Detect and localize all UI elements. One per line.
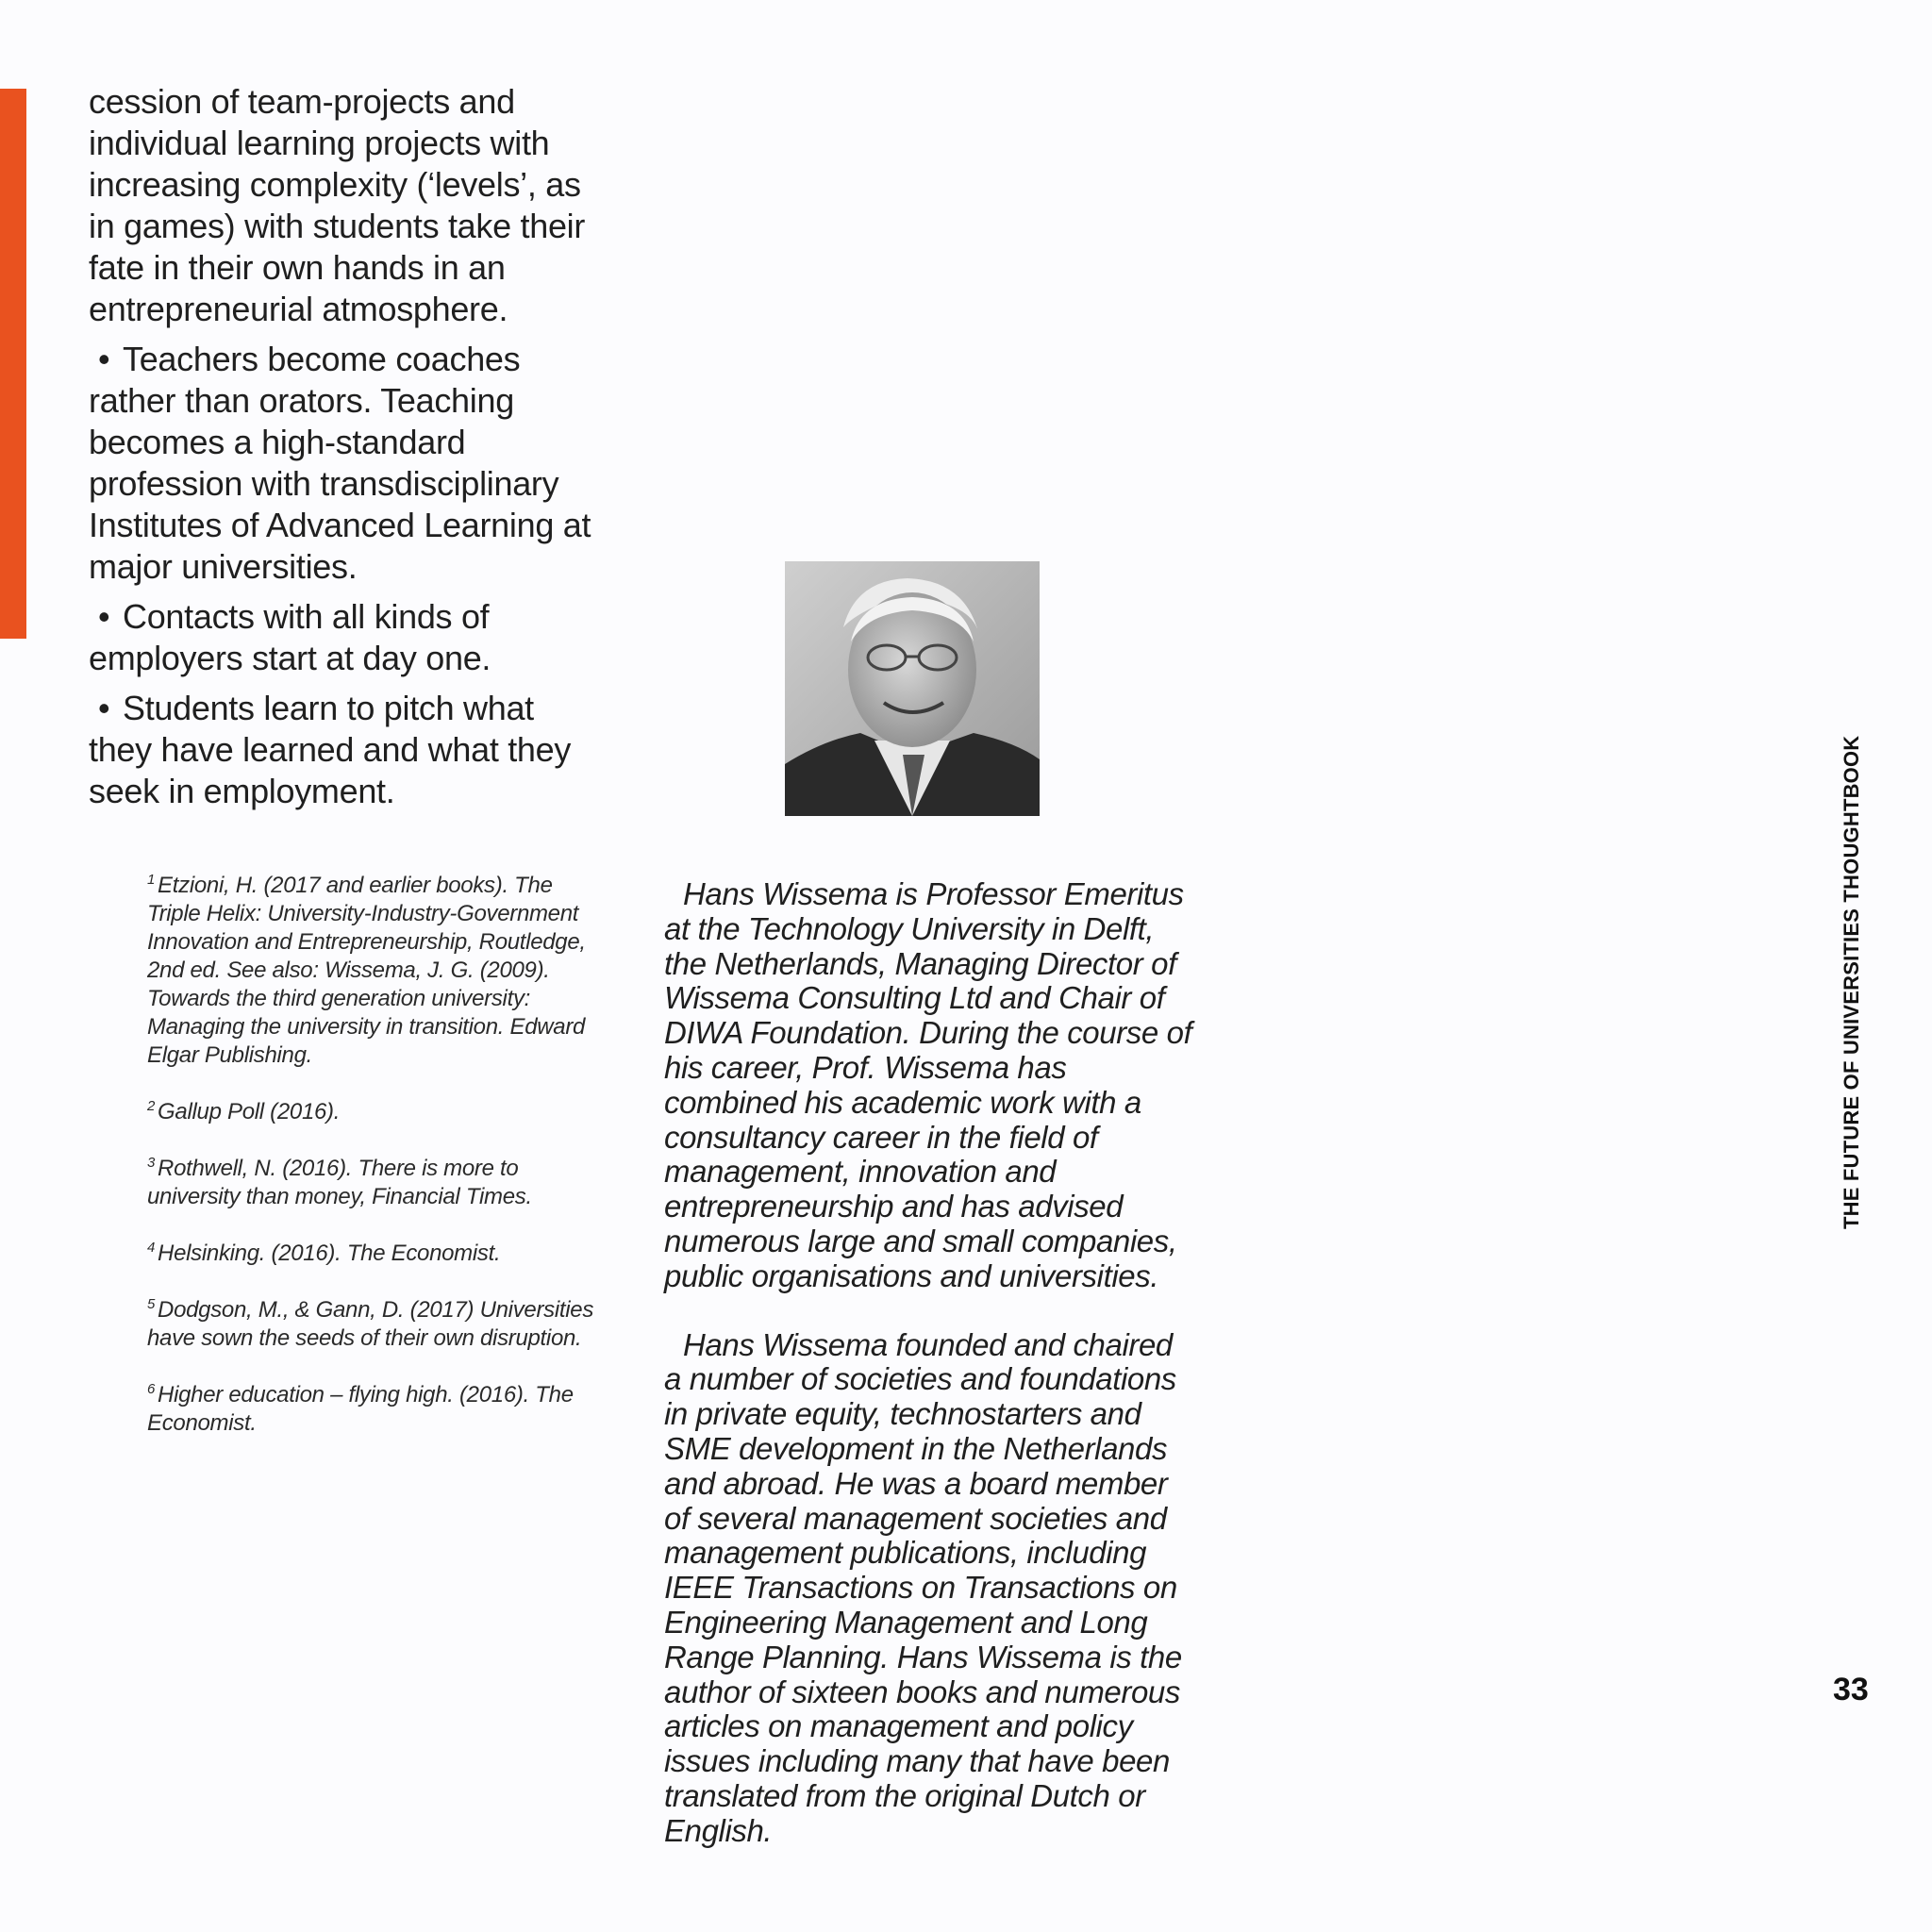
- footnote-number: 2: [147, 1098, 156, 1114]
- footnote-text: Helsinking. (2016). The Economist.: [158, 1241, 501, 1266]
- footnote: [147, 1155, 600, 1211]
- bullet-text: Teachers become coaches rather than orators. Teaching becomes a high-standard profession with transdisciplinary Institutes of Advanced Learning at major universities.: [89, 340, 591, 586]
- footnote-number: 6: [147, 1381, 156, 1397]
- footnote: [147, 1098, 600, 1126]
- bullet-text: Contacts with all kinds of employers start at day one.: [89, 597, 491, 677]
- bullet-text: Students learn to pitch what they have learned and what they seek in employment.: [89, 689, 572, 810]
- author-bio: [664, 877, 1192, 1883]
- footnotes: [147, 872, 600, 1466]
- running-title: THE FUTURE OF UNIVERSITIES THOUGHTBOOK: [1840, 735, 1863, 1229]
- footnote-text: Etzioni, H. (2017 and earlier books). The Triple Helix: University-Industry-Government Innovation and Entrepreneurship, Routledge, 2nd ed. See also: Wissema, J. G. (2009). Towards the third generation university: Managing the university in transition. Edward Elgar Publishing.: [147, 873, 586, 1068]
- footnote: [147, 1296, 600, 1353]
- footnote-text: Gallup Poll (2016).: [158, 1099, 341, 1124]
- bullet-icon: •: [98, 597, 110, 636]
- bullet-item: [89, 339, 598, 588]
- footnote-text: Dodgson, M., & Gann, D. (2017) Universities have sown the seeds of their own disruption.: [147, 1297, 594, 1351]
- accent-bar: [0, 89, 26, 639]
- main-text-column: [89, 81, 598, 821]
- bullet-item: [89, 596, 598, 679]
- footnote-number: 4: [147, 1240, 156, 1256]
- footnote-number: 3: [147, 1155, 156, 1171]
- page-number: 33: [1833, 1672, 1869, 1707]
- bullet-icon: •: [98, 340, 110, 378]
- footnote-text: Rothwell, N. (2016). There is more to university than money, Financial Times.: [147, 1156, 532, 1209]
- footnote: [147, 1381, 600, 1438]
- footnote: [147, 1240, 600, 1268]
- footnote-number: 5: [147, 1296, 156, 1312]
- footnote: [147, 872, 600, 1070]
- bullet-icon: •: [98, 689, 110, 727]
- intro-paragraph: cession of team-projects and individual learning projects with increasing complexity (‘levels’, as in games) with students take their fate in their own hands in an entrepreneurial atmosphere.: [89, 82, 586, 328]
- bio-paragraph: Hans Wissema is Professor Emeritus at the Technology University in Delft, the Netherlands, Managing Director of Wissema Consulting Ltd and Chair of DIWA Foundation. During the course of his career, Prof. Wissema has combined his academic work with a consultancy career in the field of management, innovation and entrepreneurship and has advised numerous large and small companies, public organisations and universities.: [664, 876, 1192, 1293]
- footnote-text: Higher education – flying high. (2016). The Economist.: [147, 1382, 574, 1436]
- bio-paragraph: Hans Wissema founded and chaired a number of societies and foundations in private equity, technostarters and SME development in the Netherlands and abroad. He was a board member of several management societies and management publications, including IEEE Transactions on Transactions on Engineering Management and Long Range Planning. Hans Wissema is the author of sixteen books and numerous articles on management and policy issues including many that have been translated from the original Dutch or English.: [664, 1326, 1182, 1848]
- bullet-item: [89, 688, 598, 812]
- author-portrait: [785, 561, 1040, 816]
- portrait-illustration: [785, 561, 1040, 816]
- footnote-number: 1: [147, 872, 156, 888]
